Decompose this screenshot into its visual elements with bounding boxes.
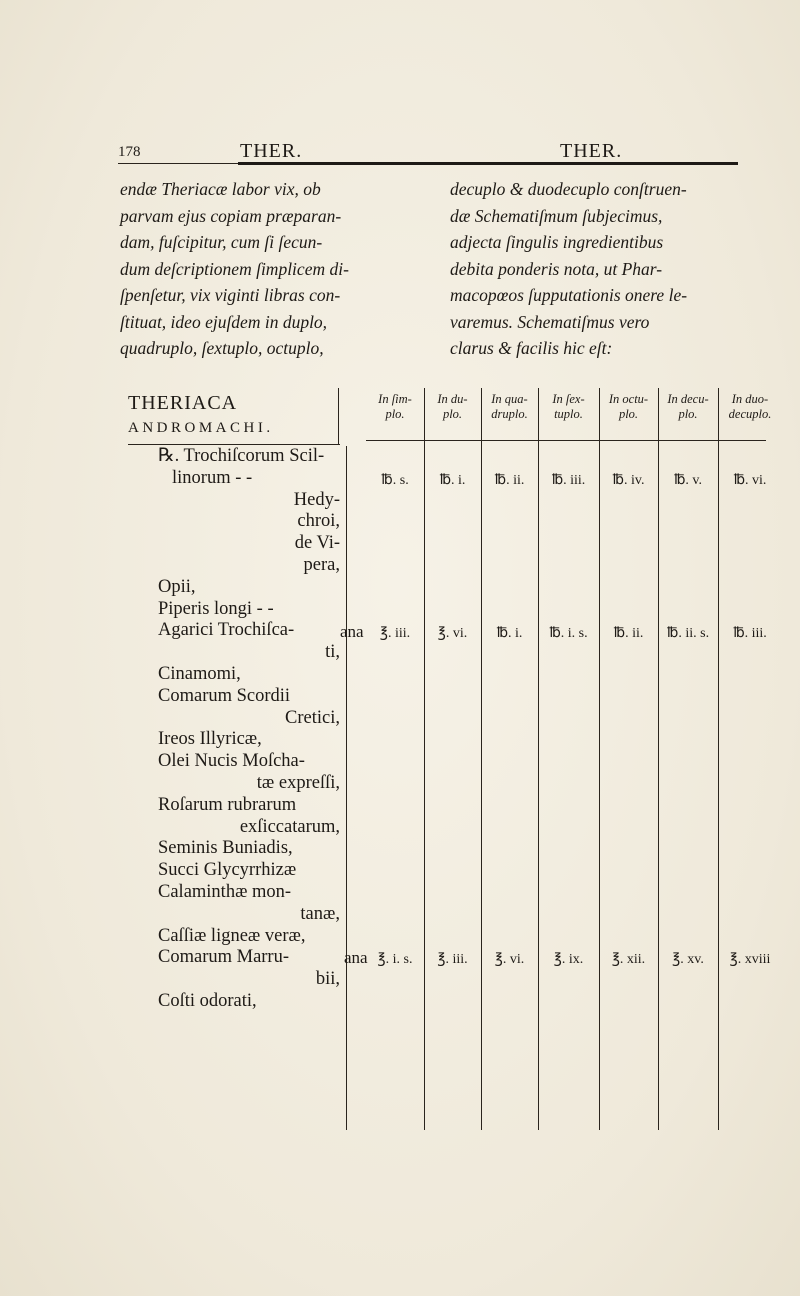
dose-cell: ℥. vi.: [437, 626, 468, 641]
table-rule: [366, 440, 766, 441]
dose-cell: ℥. i. s.: [377, 952, 413, 967]
header-rule-heavy: [238, 162, 738, 165]
table-rule: [424, 388, 425, 1130]
column-header-line: plo.: [442, 407, 463, 421]
ingredient-line: ti,: [325, 642, 340, 663]
dose-cell: ℔. v.: [673, 473, 703, 488]
intro-line: varemus. Schematiſmus vero: [450, 311, 650, 332]
table-rule: [599, 388, 600, 1130]
ingredient-line: Olei Nucis Moſcha-: [158, 751, 305, 772]
dose-cell: ℔. iii.: [551, 473, 586, 488]
table-rule: [658, 388, 659, 1130]
intro-line: adjecta ſingulis ingredientibus: [450, 232, 664, 252]
column-header-line: In ſim-: [378, 392, 412, 406]
running-head-left: THER.: [240, 140, 303, 162]
column-header-line: decuplo.: [728, 407, 772, 421]
table-rule: [128, 444, 340, 445]
ingredient-line: chroi,: [297, 511, 340, 532]
running-head-right: THER.: [560, 140, 623, 162]
dose-cell: ℔. s.: [381, 473, 409, 488]
table-title: THERIACA: [128, 392, 238, 414]
column-header-line: In octu-: [608, 392, 649, 406]
table-rule: [718, 388, 719, 1130]
column-header-line: plo.: [618, 407, 639, 421]
dose-cell: ℔. iv.: [612, 473, 645, 488]
ingredient-line: pera,: [303, 554, 340, 575]
dose-cell: ℔. iii.: [733, 626, 767, 641]
intro-line: endæ Theriacæ labor vix, ob: [120, 179, 321, 199]
column-header-simplo: [366, 392, 424, 422]
dose-cell: ℔. i. s.: [549, 626, 588, 641]
ingredient-line: ℞. Trochiſcorum Scil-: [158, 446, 325, 466]
page-header: [118, 140, 738, 170]
intro-line: clarus & facilis hic eſt:: [450, 338, 613, 358]
ingredient-line: Opii,: [158, 576, 196, 597]
column-header-line: In decu-: [667, 392, 709, 406]
dose-cell: ℥. ix.: [553, 952, 584, 967]
column-header-line: In du-: [437, 392, 468, 406]
column-header-quadruplo: [481, 392, 538, 422]
column-header-line: In duo-: [731, 392, 769, 406]
ingredient-line: exſiccatarum,: [239, 816, 340, 837]
column-header-duodecuplo: [718, 392, 782, 422]
dose-cell: ℥. iii.: [379, 626, 411, 641]
column-header-line: plo.: [385, 407, 405, 421]
ingredient-line: Agarici Trochiſca-: [158, 620, 295, 641]
intro-line: debita ponderis nota, ut Phar-: [450, 258, 663, 279]
ana-label: ana: [344, 948, 368, 967]
ingredient-line: Caſſiæ ligneæ veræ,: [158, 925, 306, 946]
ingredient-line: Seminis Buniadis,: [158, 838, 293, 859]
column-header-decuplo: [658, 392, 718, 422]
ingredient-line: Roſarum rubrarum: [158, 794, 297, 815]
intro-right-column: [450, 176, 760, 362]
dose-cell: ℔. vi.: [733, 473, 767, 488]
intro-line: macopœos ſupputationis onere le-: [450, 285, 688, 305]
intro-line: dam, fuſcipitur, cum ſi ſecun-: [120, 232, 323, 252]
column-header-line: tuplo.: [554, 407, 583, 421]
column-header-line: In ſex-: [552, 392, 585, 406]
page-number: 178: [118, 144, 141, 160]
intro-line: ſtituat, ideo ejuſdem in duplo,: [120, 311, 328, 332]
dose-cell: ℥. vi.: [494, 952, 525, 967]
ingredient-line: Comarum Scordii: [158, 685, 291, 706]
ingredient-line: bii,: [315, 969, 340, 990]
ingredient-line: tæ expreſſi,: [256, 772, 340, 793]
ingredient-line: Ireos Illyricæ,: [158, 729, 262, 750]
ingredient-line: Comarum Marru-: [158, 947, 290, 968]
ingredient-line: tanæ,: [300, 903, 340, 924]
ingredient-line: Hedy-: [293, 489, 340, 510]
table-rule: [481, 388, 482, 1130]
ingredient-line: linorum - -: [172, 467, 253, 488]
dose-cell: ℥. xviii: [729, 952, 771, 967]
ingredient-line: Coſti odorati,: [158, 990, 257, 1011]
column-header-line: plo.: [678, 407, 698, 421]
ingredient-line: Piperis longi - -: [158, 598, 274, 619]
column-header-line: druplo.: [491, 407, 528, 421]
intro-line: dum deſcriptionem ſimplicem di-: [120, 258, 349, 279]
intro-line: decuplo & duodecuplo conſtruen-: [450, 179, 687, 199]
intro-line: parvam ejus copiam præparan-: [120, 205, 342, 226]
column-header-duplo: [424, 392, 481, 422]
column-header-sextuplo: [538, 392, 599, 422]
table-rule: [338, 388, 339, 444]
dose-cell: ℔. i.: [496, 626, 523, 641]
ingredient-line: Cinamomi,: [158, 663, 241, 684]
dose-cell: ℥. xv.: [672, 952, 704, 967]
column-header-octuplo: [599, 392, 658, 422]
ana-label: ana: [340, 622, 364, 641]
ingredient-line: Succi Glycyrrhizæ: [158, 860, 297, 881]
dose-cell: ℔. i.: [439, 473, 466, 488]
intro-line: dæ Schematiſmum ſubjecimus,: [450, 205, 663, 226]
table-subtitle: ANDROMACHI.: [128, 420, 274, 436]
ingredient-line: de Vi-: [294, 533, 340, 554]
ingredient-line: Calaminthæ mon-: [158, 881, 292, 902]
ingredients-list: [158, 446, 348, 1013]
dose-cell: ℔. ii.: [494, 473, 525, 488]
table-rule: [538, 388, 539, 1130]
intro-line: quadruplo, ſextuplo, octuplo,: [120, 338, 324, 358]
dose-cell: ℔. ii.: [613, 626, 644, 641]
dose-cell: ℥. iii.: [437, 952, 468, 967]
dose-cell: ℥. xii.: [611, 952, 646, 967]
intro-line: ſpenſetur, vix viginti libras con-: [120, 285, 341, 305]
dose-cell: ℔. ii. s.: [666, 626, 710, 641]
ingredient-line: Cretici,: [285, 707, 340, 728]
intro-left-column: [120, 176, 430, 362]
column-header-line: In qua-: [491, 392, 528, 406]
